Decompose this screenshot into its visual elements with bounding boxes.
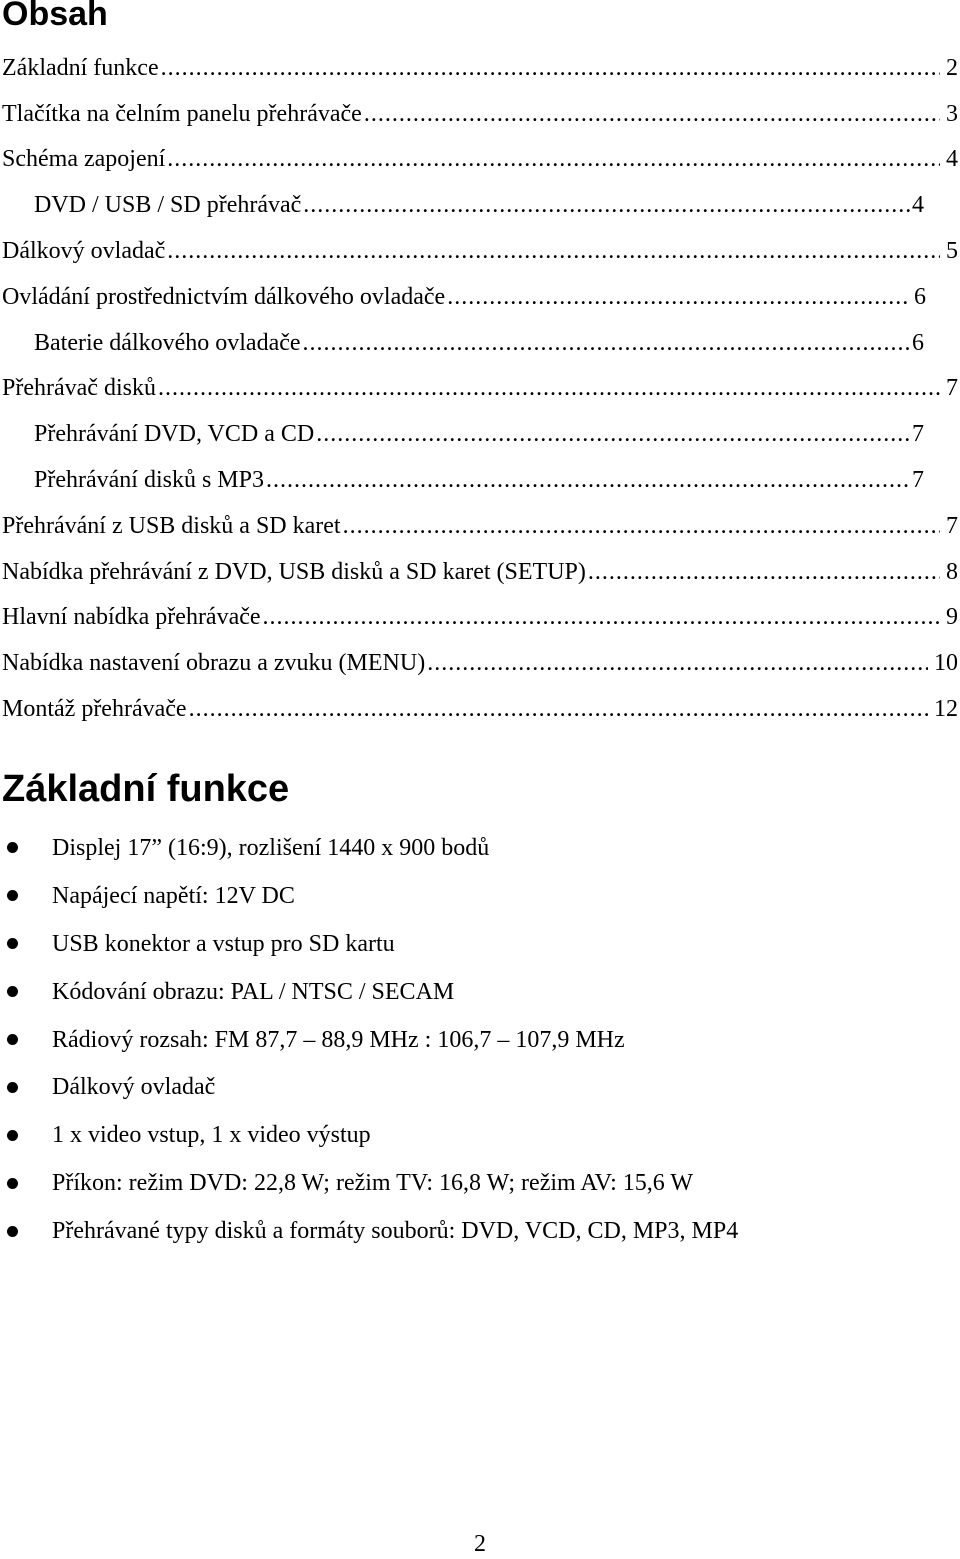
toc-dot-leader bbox=[158, 373, 940, 403]
list-item-text: Kódování obrazu: PAL / NTSC / SECAM bbox=[52, 978, 455, 1005]
toc-entry[interactable] bbox=[0, 137, 958, 183]
toc-title: Obsah bbox=[2, 0, 108, 33]
toc-dot-leader bbox=[167, 144, 940, 174]
toc-entry-label: Nabídka nastavení obrazu a zvuku (MENU) bbox=[2, 650, 426, 677]
toc-dot-leader bbox=[588, 557, 940, 587]
toc-entry-label: Přehrávání DVD, VCD a CD bbox=[34, 421, 315, 448]
toc-dot-leader bbox=[161, 53, 940, 83]
list-item-text: Displej 17” (16:9), rozlišení 1440 x 900 bodů bbox=[52, 834, 490, 861]
bullet-icon bbox=[7, 890, 18, 901]
list-item bbox=[0, 1063, 960, 1111]
toc-entry-label: Montáž přehrávače bbox=[2, 696, 187, 723]
toc-dot-leader bbox=[167, 236, 940, 266]
toc-subentry[interactable] bbox=[0, 411, 924, 457]
toc-entry-label: Přehrávač disků bbox=[2, 375, 156, 402]
toc-dot-leader bbox=[364, 99, 940, 129]
list-item-text: Napájecí napětí: 12V DC bbox=[52, 882, 295, 909]
toc-entry[interactable] bbox=[0, 45, 958, 91]
toc-entry[interactable] bbox=[0, 640, 958, 686]
list-item bbox=[0, 1111, 960, 1159]
toc-entry-label: Schéma zapojení bbox=[2, 146, 166, 173]
toc-entry-page: 4 bbox=[946, 146, 958, 173]
toc-entry-label: Tlačítka na čelním panelu přehrávače bbox=[2, 100, 362, 127]
list-item bbox=[0, 1207, 960, 1255]
toc-entry-page: 7 bbox=[912, 467, 924, 494]
toc-entry-page: 7 bbox=[912, 421, 924, 448]
list-item-text: Přehrávané typy disků a formáty souborů: DVD, VCD, CD, MP3, MP4 bbox=[52, 1218, 739, 1245]
toc-entry-page: 7 bbox=[946, 375, 958, 402]
toc-entry-page: 3 bbox=[946, 100, 958, 127]
toc-entry-label: Přehrávání z USB disků a SD karet bbox=[2, 512, 341, 539]
toc-entry-label: Dálkový ovladač bbox=[2, 238, 166, 265]
toc-entry[interactable] bbox=[0, 366, 958, 412]
toc-entry-label: Nabídka přehrávání z DVD, USB disků a SD karet (SETUP) bbox=[2, 558, 586, 585]
list-item bbox=[0, 1016, 960, 1064]
bullet-icon bbox=[7, 938, 18, 949]
toc-entry-page: 12 bbox=[934, 696, 958, 723]
bullet-icon bbox=[7, 1178, 18, 1189]
toc-entry-page: 7 bbox=[946, 512, 958, 539]
toc-dot-leader bbox=[189, 694, 928, 724]
toc-entry[interactable] bbox=[0, 549, 958, 595]
toc-entry-page: 5 bbox=[946, 238, 958, 265]
toc-entry[interactable] bbox=[0, 228, 958, 274]
list-item bbox=[0, 1159, 960, 1207]
list-item-text: Příkon: režim DVD: 22,8 W; režim TV: 16,8 W; režim AV: 15,6 W bbox=[52, 1170, 694, 1197]
toc-entry[interactable] bbox=[0, 503, 958, 549]
list-item-text: Rádiový rozsah: FM 87,7 – 88,9 MHz : 106,7 – 107,9 MHz bbox=[52, 1026, 625, 1053]
toc-entry-label: Baterie dálkového ovladače bbox=[34, 329, 301, 356]
toc-subentry[interactable] bbox=[0, 457, 924, 503]
toc-dot-leader bbox=[266, 465, 910, 495]
toc-entry-page: 6 bbox=[912, 329, 924, 356]
toc-entry[interactable] bbox=[0, 274, 926, 320]
toc-subentry[interactable] bbox=[0, 182, 924, 228]
page-number: 2 bbox=[474, 1531, 486, 1557]
toc-entry-label: Přehrávání disků s MP3 bbox=[34, 467, 264, 494]
toc-entry-page: 8 bbox=[946, 558, 958, 585]
bullet-icon bbox=[7, 1130, 18, 1141]
toc-entry-page: 6 bbox=[914, 283, 926, 310]
toc-dot-leader bbox=[316, 419, 910, 449]
toc-dot-leader bbox=[447, 282, 908, 312]
list-item bbox=[0, 824, 960, 872]
toc-dot-leader bbox=[303, 328, 910, 358]
list-item bbox=[0, 968, 960, 1016]
bullet-icon bbox=[7, 842, 18, 853]
toc-entry-label: Hlavní nabídka přehrávače bbox=[2, 604, 261, 631]
toc-entry-page: 2 bbox=[946, 54, 958, 81]
toc-dot-leader bbox=[427, 648, 928, 678]
toc-entry-label: DVD / USB / SD přehrávač bbox=[34, 192, 302, 219]
toc-dot-leader bbox=[343, 511, 940, 541]
toc-entry[interactable] bbox=[0, 91, 958, 137]
bullet-icon bbox=[7, 1082, 18, 1093]
toc-entry[interactable] bbox=[0, 595, 958, 641]
bullet-icon bbox=[7, 1034, 18, 1045]
toc-entry-page: 9 bbox=[946, 604, 958, 631]
toc-entry[interactable] bbox=[0, 686, 958, 732]
toc-entry-page: 4 bbox=[912, 192, 924, 219]
list-item bbox=[0, 920, 960, 968]
section-heading: Základní funkce bbox=[2, 768, 290, 810]
toc-dot-leader bbox=[263, 602, 940, 632]
toc-entry-page: 10 bbox=[934, 650, 958, 677]
list-item-text: 1 x video vstup, 1 x video výstup bbox=[52, 1122, 371, 1149]
list-item bbox=[0, 872, 960, 920]
bullet-icon bbox=[7, 986, 18, 997]
toc-subentry[interactable] bbox=[0, 320, 924, 366]
table-of-contents bbox=[0, 45, 960, 732]
toc-entry-label: Základní funkce bbox=[2, 54, 159, 81]
list-item-text: Dálkový ovladač bbox=[52, 1074, 216, 1101]
feature-list bbox=[0, 824, 960, 1255]
bullet-icon bbox=[7, 1226, 18, 1237]
toc-entry-label: Ovládání prostřednictvím dálkového ovladače bbox=[2, 283, 446, 310]
list-item-text: USB konektor a vstup pro SD kartu bbox=[52, 930, 395, 957]
toc-dot-leader bbox=[303, 190, 910, 220]
